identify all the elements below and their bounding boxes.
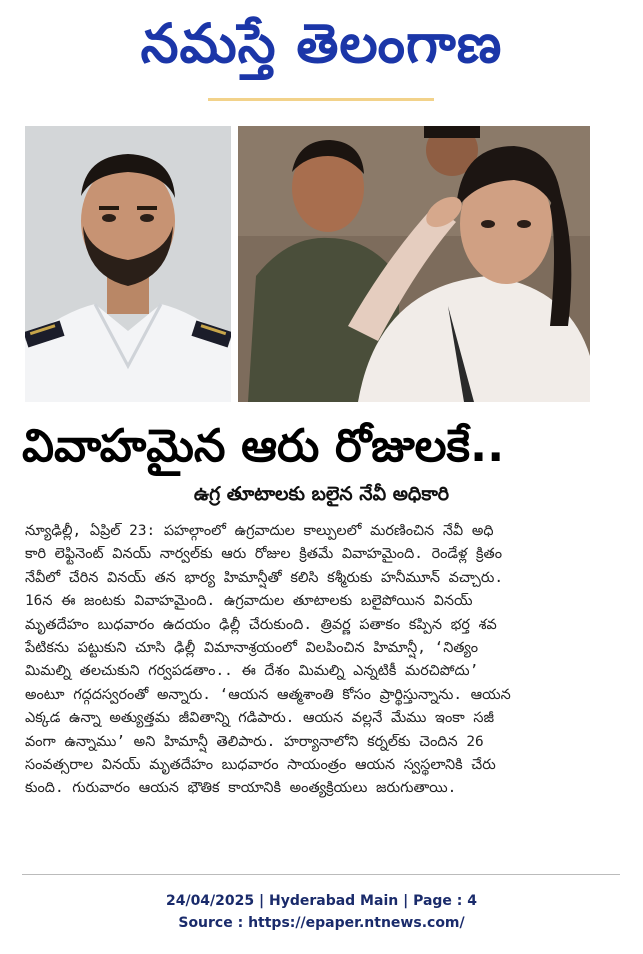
article-line: వంగా ఉన్నాము’ అని హిమాన్షీ తెలిపారు. హర్యానాలోని కర్నల్‌కు చెందిన 26 [25, 733, 484, 750]
article-line: మృతదేహం బుధవారం ఉదయం ఢిల్లీ చేరుకుంది. త్రివర్ణ పతాకం కప్పిన భర్త శవ [25, 616, 497, 633]
masthead [0, 0, 643, 95]
wife-salute-illustration [238, 126, 590, 402]
article-line: కారి లెఫ్టినెంట్ వినయ్ నార్వల్‌కు ఆరు రోజుల క్రితమే వివాహమైంది. రెండేళ్ల క్రితం [25, 546, 503, 563]
article-line: నేవీలో చేరిన వినయ్ తన భార్య హిమాన్షీతో కలిసి కశ్మీరుకు హనీమూన్ వచ్చారు. [25, 569, 504, 586]
masthead-divider [208, 98, 434, 101]
footer-divider [22, 874, 620, 875]
article-body [25, 520, 613, 801]
subheadline: ఉగ్ర తూటాలకు బలైన నేవీ అధికారి [193, 483, 450, 505]
article-line: సంవత్సరాల వినయ్ మృతదేహం బుధవారం సాయంత్రం ఆయన స్వస్థలానికి చేరు [25, 756, 496, 773]
source-link[interactable]: Source : https://epaper.ntnews.com/ [178, 915, 465, 931]
headline: వివాహమైన ఆరు రోజులకే.. [22, 419, 505, 472]
article-line: పేటికను పట్టుకుని చూసి ఢిల్లీ విమానాశ్రయంలో విలపించిన హిమాన్షీ, ‘నిత్యం [25, 639, 478, 656]
officer-portrait-photo [25, 126, 231, 402]
article-line: మిమల్ని తలచుకుని గర్వపడతాం.. ఈ దేశం మిమల్ని ఎన్నటికీ మరచిపోదు’ [25, 663, 479, 680]
newspaper-title: నమస్తే తెలంగాణ [140, 12, 503, 75]
officer-portrait-illustration [25, 126, 231, 402]
article-line: అంటూ గద్గదస్వరంతో అన్నారు. ‘ఆయన ఆత్మశాంతి కోసం ప్రార్థిస్తున్నాను. ఆయన [25, 686, 511, 703]
article-line: 16న ఈ జంటకు వివాహమైంది. ఉగ్రవాదుల తూటాలకు బలైపోయిన వినయ్ [25, 593, 473, 610]
wife-salute-photo [238, 126, 590, 402]
edition-info: 24/04/2025 | Hyderabad Main | Page : 4 [165, 893, 478, 909]
article-line: కుంది. గురువారం ఆయన భౌతిక కాయానికి అంత్యక్రియలు జరుగుతాయి. [25, 780, 457, 797]
article-line: న్యూఢిల్లీ, ఏప్రిల్ 23: పహల్గాంలో ఉగ్రవాదుల కాల్పులలో మరణించిన నేవీ అధి [25, 523, 494, 539]
article-line: ఎక్కడ ఉన్నా అత్యుత్తమ జీవితాన్ని గడిపారు. ఆయన వల్లనే మేము ఇంకా సజీ [25, 710, 495, 727]
